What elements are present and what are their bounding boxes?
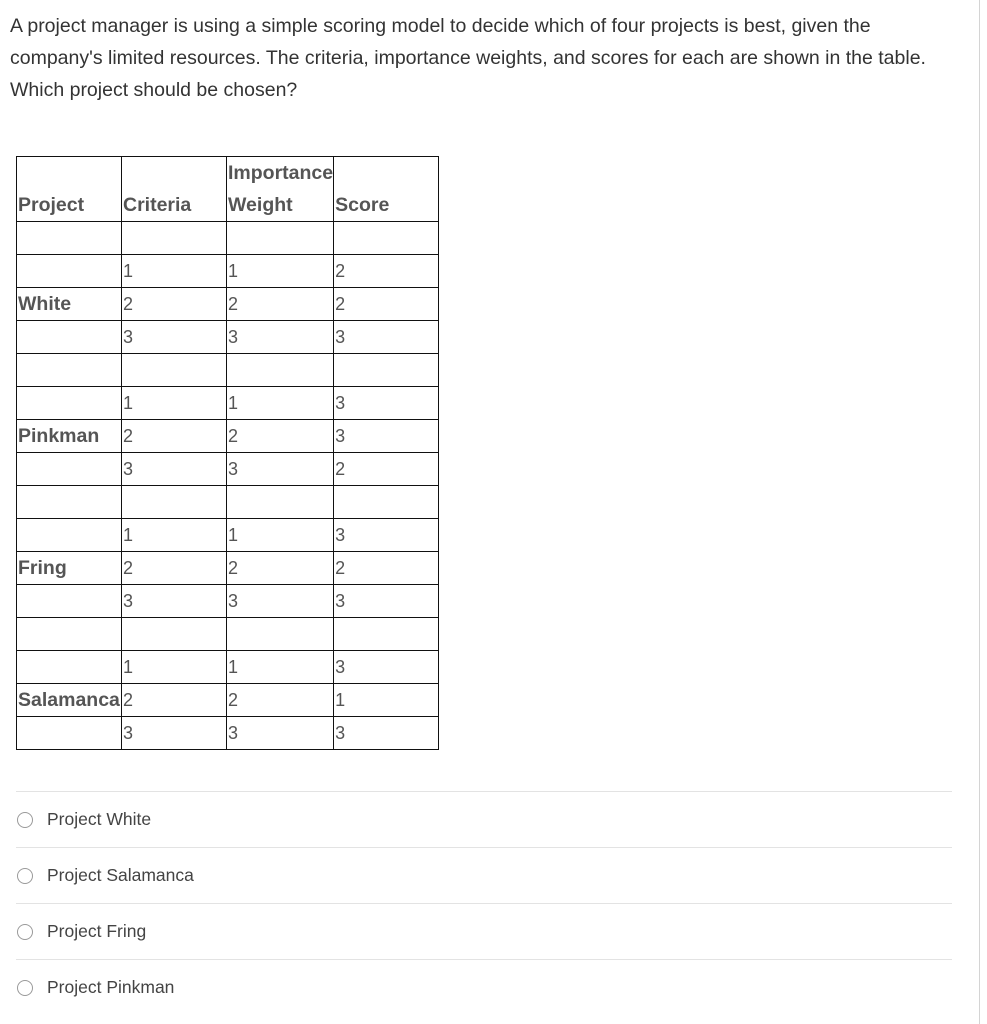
project-name-cell: Pinkman [17, 420, 122, 453]
criteria-cell: 3 [122, 585, 227, 618]
empty-cell [227, 618, 334, 651]
score-cell: 3 [334, 651, 439, 684]
empty-cell [17, 519, 122, 552]
table-row [17, 717, 439, 750]
table-row [17, 255, 439, 288]
score-cell: 2 [334, 453, 439, 486]
page-divider [979, 0, 980, 1024]
empty-cell [17, 387, 122, 420]
scoring-table [16, 156, 439, 750]
header-criteria: Criteria [122, 157, 227, 222]
score-cell: 3 [334, 585, 439, 618]
score-cell: 2 [334, 255, 439, 288]
empty-cell [17, 453, 122, 486]
criteria-cell: 2 [122, 552, 227, 585]
weight-cell: 3 [227, 717, 334, 750]
project-name-cell: White [17, 288, 122, 321]
weight-cell: 3 [227, 453, 334, 486]
table-row [17, 453, 439, 486]
header-importance-weight [227, 157, 334, 222]
table-spacer-row [17, 486, 439, 519]
criteria-cell: 1 [122, 387, 227, 420]
score-cell: 3 [334, 321, 439, 354]
project-name-cell: Salamanca [17, 684, 122, 717]
weight-cell: 3 [227, 321, 334, 354]
empty-cell [17, 222, 122, 255]
answer-options [16, 791, 952, 1015]
table-row [17, 420, 439, 453]
header-weight-line2: Weight [228, 194, 293, 216]
weight-cell: 2 [227, 420, 334, 453]
empty-cell [17, 585, 122, 618]
criteria-cell: 3 [122, 453, 227, 486]
table-row [17, 684, 439, 717]
score-cell: 3 [334, 717, 439, 750]
score-cell: 3 [334, 420, 439, 453]
question-text: A project manager is using a simple scoring model to decide which of four projects is best, given the company's limited resources. The criteria, importance weights, and scores for each are shown in the table. Which project should be chosen? [10, 15, 926, 101]
empty-cell [17, 321, 122, 354]
table-row [17, 552, 439, 585]
empty-cell [334, 486, 439, 519]
empty-cell [334, 354, 439, 387]
weight-cell: 1 [227, 651, 334, 684]
criteria-cell: 1 [122, 519, 227, 552]
weight-cell: 2 [227, 552, 334, 585]
score-cell: 2 [334, 552, 439, 585]
answer-option[interactable] [16, 959, 952, 1015]
empty-cell [17, 255, 122, 288]
table-body [17, 222, 439, 750]
table-row [17, 585, 439, 618]
table-row [17, 321, 439, 354]
answer-option-label[interactable]: Project Fring [47, 921, 147, 941]
score-cell: 2 [334, 288, 439, 321]
weight-cell: 1 [227, 387, 334, 420]
empty-cell [17, 618, 122, 651]
empty-cell [334, 222, 439, 255]
header-score: Score [334, 157, 439, 222]
answer-option-label[interactable]: Project White [47, 809, 152, 829]
header-weight-line1: Importance [228, 162, 334, 184]
table-spacer-row [17, 222, 439, 255]
radio-button[interactable] [17, 980, 33, 996]
weight-cell: 1 [227, 255, 334, 288]
empty-cell [17, 354, 122, 387]
radio-button[interactable] [17, 868, 33, 884]
table-row [17, 387, 439, 420]
table-row [17, 651, 439, 684]
score-cell: 3 [334, 519, 439, 552]
empty-cell [334, 618, 439, 651]
answer-option[interactable] [16, 847, 952, 903]
empty-cell [227, 354, 334, 387]
table-row [17, 288, 439, 321]
weight-cell: 2 [227, 684, 334, 717]
answer-option[interactable] [16, 903, 952, 959]
project-name-cell: Fring [17, 552, 122, 585]
table-spacer-row [17, 618, 439, 651]
criteria-cell: 2 [122, 420, 227, 453]
criteria-cell: 1 [122, 651, 227, 684]
table-header-row [17, 157, 439, 222]
criteria-cell: 3 [122, 321, 227, 354]
empty-cell [227, 222, 334, 255]
weight-cell: 2 [227, 288, 334, 321]
empty-cell [227, 486, 334, 519]
weight-cell: 1 [227, 519, 334, 552]
answer-option-label[interactable]: Project Pinkman [47, 977, 175, 997]
score-cell: 3 [334, 387, 439, 420]
answer-option-label[interactable]: Project Salamanca [47, 865, 194, 885]
weight-cell: 3 [227, 585, 334, 618]
criteria-cell: 2 [122, 684, 227, 717]
radio-button[interactable] [17, 924, 33, 940]
table-row [17, 519, 439, 552]
header-project: Project [17, 157, 122, 222]
score-cell: 1 [334, 684, 439, 717]
radio-button[interactable] [17, 812, 33, 828]
empty-cell [17, 717, 122, 750]
empty-cell [122, 486, 227, 519]
empty-cell [122, 354, 227, 387]
criteria-cell: 1 [122, 255, 227, 288]
empty-cell [122, 222, 227, 255]
empty-cell [122, 618, 227, 651]
empty-cell [17, 486, 122, 519]
table-spacer-row [17, 354, 439, 387]
answer-option[interactable] [16, 791, 952, 847]
criteria-cell: 3 [122, 717, 227, 750]
criteria-cell: 2 [122, 288, 227, 321]
empty-cell [17, 651, 122, 684]
